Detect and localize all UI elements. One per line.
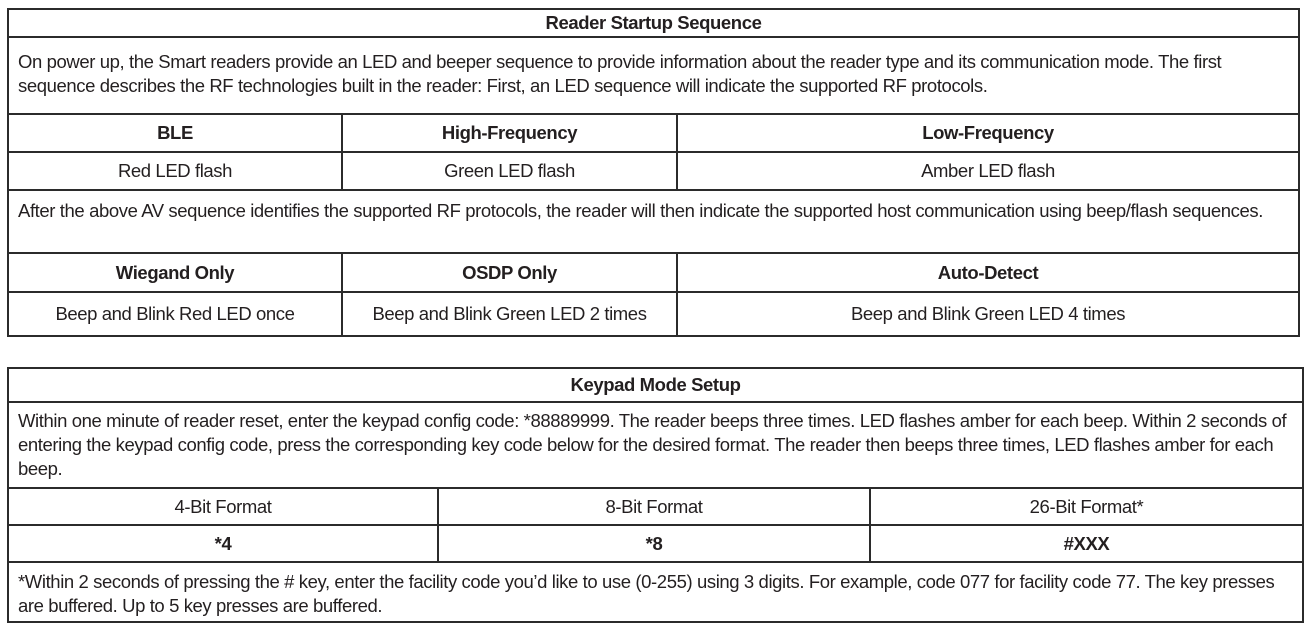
rf-value-ble: Red LED flash: [8, 152, 342, 190]
format-code-26-bit: #XXX: [870, 525, 1303, 562]
format-code-8-bit: *8: [438, 525, 870, 562]
format-header-4-bit: 4-Bit Format: [8, 488, 438, 525]
host-communication-intro: After the above AV sequence identifies the supported RF protocols, the reader will then indicate the supported host communication using beep/flash sequences.: [8, 190, 1299, 253]
host-value-wiegand: Beep and Blink Red LED once: [8, 292, 342, 336]
rf-header-low-frequency: Low-Frequency: [677, 114, 1299, 152]
rf-header-ble: BLE: [8, 114, 342, 152]
reader-startup-title: Reader Startup Sequence: [8, 9, 1299, 37]
rf-header-high-frequency: High-Frequency: [342, 114, 677, 152]
format-header-8-bit: 8-Bit Format: [438, 488, 870, 525]
format-header-26-bit: 26-Bit Format*: [870, 488, 1303, 525]
host-value-osdp: Beep and Blink Green LED 2 times: [342, 292, 677, 336]
host-header-auto-detect: Auto-Detect: [677, 253, 1299, 292]
host-header-osdp: OSDP Only: [342, 253, 677, 292]
keypad-footnote: *Within 2 seconds of pressing the # key, enter the facility code you’d like to use (0-255) using 3 digits. For example, code 077 for facility code 77. The key presses are buffered. Up to 5 key presses are buffered.: [8, 562, 1303, 622]
reader-startup-intro: On power up, the Smart readers provide an LED and beeper sequence to provide information about the reader type and its communication mode. The first sequence describes the RF technologies built in the reader: First, an LED sequence will indicate the supported RF protocols.: [8, 37, 1299, 114]
format-code-4-bit: *4: [8, 525, 438, 562]
keypad-setup-intro: Within one minute of reader reset, enter the keypad config code: *88889999. The reader beeps three times. LED flashes amber for each beep. Within 2 seconds of entering the keypad config code, press the corresponding key code below for the desired format. The reader then beeps three times, LED flashes amber for each beep.: [8, 402, 1303, 488]
keypad-mode-setup-table: [7, 367, 1304, 623]
host-header-wiegand: Wiegand Only: [8, 253, 342, 292]
host-value-auto-detect: Beep and Blink Green LED 4 times: [677, 292, 1299, 336]
reader-startup-sequence-table: [7, 8, 1300, 337]
rf-value-high-frequency: Green LED flash: [342, 152, 677, 190]
keypad-setup-title: Keypad Mode Setup: [8, 368, 1303, 402]
rf-value-low-frequency: Amber LED flash: [677, 152, 1299, 190]
